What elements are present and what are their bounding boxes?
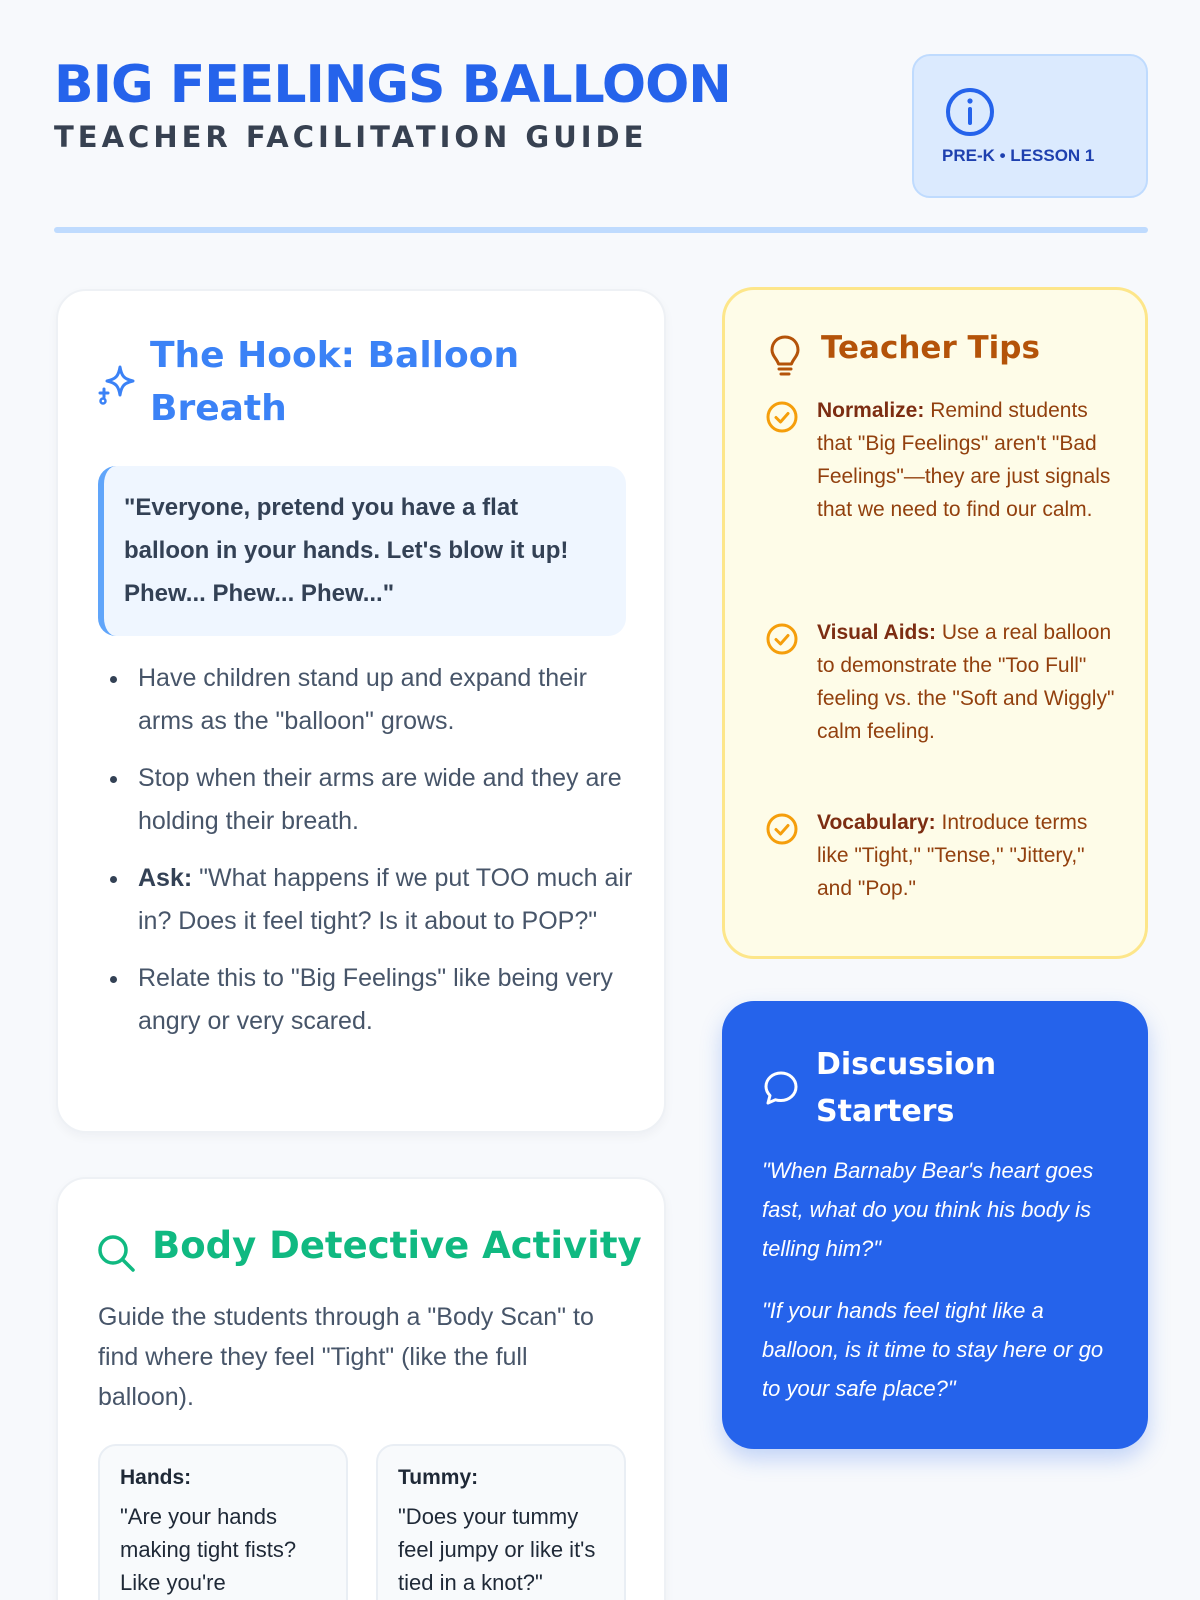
list-item: Relate this to "Big Feelings" like being very angry or very scared. <box>108 957 638 1043</box>
tip-text <box>817 616 1115 748</box>
hook-quote: "Everyone, pretend you have a flat balloon in your hands. Let's blow it up! Phew... Phew... Phew..." <box>98 466 626 636</box>
body-detective-card <box>56 1177 666 1600</box>
tip-label: Normalize: <box>817 399 925 422</box>
tip-body: Use a real balloon to demonstrate the "Too Full" feeling vs. the "Soft and Wiggly" calm feeling. <box>817 621 1115 743</box>
tip-item <box>765 806 1115 905</box>
ask-label: Ask: <box>138 864 193 892</box>
tummy-prompt-card <box>376 1444 626 1600</box>
tip-body: Introduce terms like "Tight," "Tense," "Jittery," and "Pop." <box>817 811 1088 900</box>
sparkles-icon <box>96 363 138 405</box>
hook-card <box>56 289 666 1133</box>
tip-text <box>817 394 1115 526</box>
lightbulb-icon <box>769 334 801 378</box>
hook-title: The Hook: Balloon Breath <box>150 335 520 429</box>
detective-intro: Guide the students through a "Body Scan" to find where they feel "Tight" (like the full balloon). <box>98 1303 594 1411</box>
list-item: Stop when their arms are wide and they are holding their breath. <box>108 757 638 843</box>
tip-text <box>817 806 1115 905</box>
info-icon <box>944 86 996 138</box>
tip-body: Remind students that "Big Feelings" aren't "Bad Feelings"—they are just signals that we need to find our calm. <box>817 399 1111 521</box>
check-circle-icon <box>765 812 799 846</box>
tip-label: Vocabulary: <box>817 811 936 834</box>
tip-item <box>765 616 1115 748</box>
detective-title: Body Detective Activity <box>152 1224 642 1267</box>
tip-label: Visual Aids: <box>817 621 937 644</box>
list-item <box>108 857 638 943</box>
lesson-badge-label: PRE-K • LESSON 1 <box>942 146 1095 165</box>
header-divider <box>54 227 1148 233</box>
page-subtitle: TEACHER FACILITATION GUIDE <box>54 120 648 154</box>
search-icon <box>96 1233 136 1273</box>
chat-bubble-icon <box>762 1069 800 1107</box>
page-title: BIG FEELINGS BALLOON <box>54 55 731 115</box>
list-item: Have children stand up and expand their arms as the "balloon" grows. <box>108 657 638 743</box>
hands-text: "Are your hands making tight fists? Like you're <box>120 1504 297 1595</box>
discussion-starters-card <box>722 1001 1148 1449</box>
page-header <box>54 52 1148 202</box>
teacher-tips-card <box>722 287 1148 959</box>
check-circle-icon <box>765 400 799 434</box>
tummy-text: "Does your tummy feel jumpy or like it's tied in a knot?" <box>398 1504 596 1595</box>
tummy-label: Tummy: <box>398 1466 479 1489</box>
check-circle-icon <box>765 622 799 656</box>
tips-title: Teacher Tips <box>821 330 1040 366</box>
discussion-quote: "When Barnaby Bear's heart goes fast, what do you think his body is telling him?" <box>762 1158 1094 1261</box>
lesson-badge <box>912 54 1148 198</box>
ask-text: "What happens if we put TOO much air in? Does it feel tight? Is it about to POP?" <box>138 864 633 935</box>
tip-item <box>765 394 1115 526</box>
hands-label: Hands: <box>120 1466 192 1489</box>
discussion-title: Discussion Starters <box>816 1047 997 1129</box>
hands-prompt-card <box>98 1444 348 1600</box>
discussion-quote: "If your hands feel tight like a balloon, is it time to stay here or go to your safe place?" <box>762 1298 1104 1401</box>
hook-instructions <box>108 657 638 1057</box>
